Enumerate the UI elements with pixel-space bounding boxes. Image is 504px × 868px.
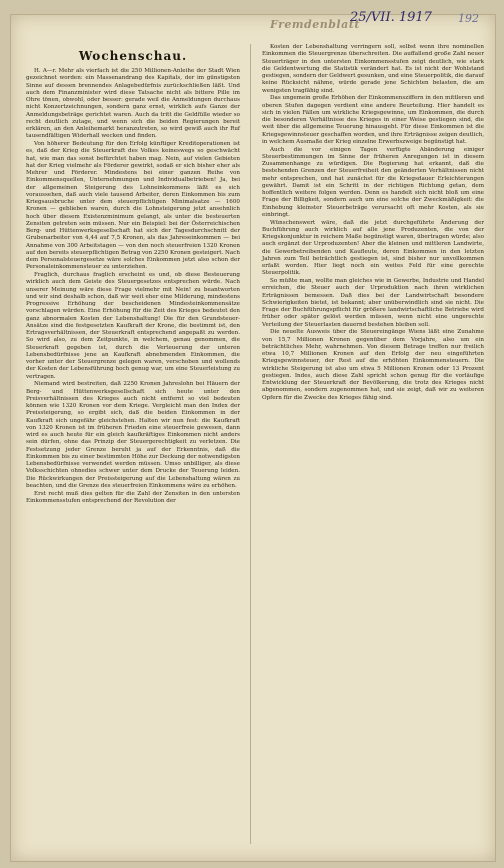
masthead: Fremdenblatt	[270, 18, 360, 31]
left-column	[26, 48, 240, 505]
right-paragraph: Das ungemein große Erhöhen der Einkommensziffern in den mittleren und oberen Stufen dagegen verdient eine andere Beurteilung. Hier handelt es sich in vielen Fällen um wirkliche Kriegsgewinne, um Einkommen, die durch die besonderen Verhältnisse des Krieges in einer Weise gestiegen sind, die weit über die allgemeine Teuerung hinausgeht. Für diese Einkommen ist die Kriegsgewinnsteuer geschaffen worden, und ihre Erträgnisse zeigen deutlich, in welchem Ausmaße der Krieg einzelne Erwerbszweige begünstigt hat.	[262, 95, 484, 145]
left-paragraph: Niemand wird bestreiten, daß 2250 Kronen Jahreslohn bei Häuern der Berg- und Hüttenwerksgesellschaft sich heute unter den Preisverhältnissen des Krieges auch nicht entfernt so viel bedeuten können wie 1320 Kronen vor dem Kriege. Vergleicht man den Index der Preissteigerung, so ergibt sich, daß die beiden Einkommen in der Kaufkraft sich ungefähr gleichstehen. Halten wir nun fest: die Kaufkraft von 1320 Kronen ist im früheren Frieden eine steuerfreie gewesen, dann wird es auch heute für ein gleich kaufkräftiges Einkommen nicht anders sein dürfen, ohne das Prinzip der Steuergerechtigkeit zu verletzen. Die Festsetzung jeder Grenze beruht ja auf der Erkenntnis, daß die Einkommen bis zu einer bestimmten Höhe zur Deckung der notwendigsten Lebensbedürfnisse verwendet werden müssen. Umso unbilliger, als diese Volksschichten ohnedies schwer unter dem Drucke der Teuerung leiden. Die Rückwirkungen der Preissteigerung auf die Lebenshaltung wären zu beachten, und die Grenze des steuerfreien Einkommens wäre zu erhöhen.	[26, 381, 240, 489]
handwritten-date: 25/VII. 1917	[350, 10, 432, 25]
right-column	[262, 44, 484, 402]
column-divider	[250, 44, 251, 844]
article-title: Wochenschau.	[78, 49, 188, 63]
left-paragraph: Von höherer Bedeutung für den Erfolg künftiger Kreditoperationen ist es, daß der Krieg die Steuerkraft des Volkes keineswegs so geschwächt hat, wie man das sonst befürchtet haben mag. Nein, auf vielen Gebieten hat der Krieg vielmehr als Förderer gewirkt, sodaß er sich bisher eher als Mehrer und Förderer. Mindestens bei einer ganzen Reihe von Einkommensquellen, Unternehmungen und Individualbetrieben! Ja, bei der allgemeinen Steigerung des Lohneinkommens läßt es sich voraussehen, daß auch viele tausend Arbeiter, deren Einkommen bis zum Kriegsausbruche unter dem steuerpflichtigen Minimalsatze — 1600 Kronen — geblieben waren, durch die Lohnsteigerung jetzt ansehnlich hoch über diesem Existenzminimum gelangt, als unter die besteuerten Zensiten getreten sein müssen. Nur ein Beispiel: bei der Österreichischen Berg- und Hüttenwerksgesellschaft hat sich der Tagesdurchschnitt der Grubenarbeiter von 4,44 auf 7,5 Kronen, als das Jahreseinkommen — bei Annahme von 300 Arbeitstagen — von den noch steuerfreien 1320 Kronen auf den bereits steuerpflichtigen Betrag von 2250 Kronen gesteigert. Nach dem Personalsteuergesetze wäre solches Einkommen jetzt also schon der Personaleinkommensteuer zu unterziehen.	[26, 141, 240, 271]
right-paragraph: Die neuelte Ausweis über die Steuereingänge Wiens läßt eine Zunahme von 15,7 Millionen Kronen gegenüber dem Vorjahre, also um ein beträchtliches Mehr, wahrnehmen. Von diesem Betrage treffen nur freilich etwa 10,7 Millionen Kronen auf den Erfolg der neu eingeführten Kriegsgewinnsteuer, der Rest auf die erhöhten Einkommensteuern. Die wirkliche Steigerung ist also um etwa 5 Millionen Kronen oder 13 Prozent gestiegen. Indes, auch diese Zahl spricht schon genug für die vorläufige Entwicklung der Steuerkraft der Bevölkerung, die trotz des Krieges nicht abgenommen, sondern zugenommen hat, und sie zeigt, daß wir zu weiteren Opfern für die Zwecke des Krieges fähig sind.	[262, 329, 484, 401]
right-paragraph: Auch die vor einigen Tagen verfügte Abänderung einiger Steuerbestimmungen im Sinne der früheren Anregungen ist in diesem Zusammenhange zu würdigen. Die Regierung hat erkannt, daß die bestehenden Grenzen der Steuerfreiheit den geänderten Verhältnissen nicht mehr entsprechen, und hat zunächst für die Kriegsdauer Erleichterungen gewährt. Damit ist ein Schritt in der richtigen Richtung getan, dem hoffentlich weitere folgen werden. Denn es handelt sich nicht bloß um eine Frage der Billigkeit, sondern auch um eine solche der Zweckmäßigkeit: die Einhebung kleinster Steuerbeträge verursacht oft mehr Kosten, als sie einbringt.	[262, 146, 484, 218]
left-paragraph-closing: Erst recht muß dies gelten für die Zahl der Zensiten in den untersten Einkommensstufen entsprechend der Revolution der	[26, 490, 240, 504]
left-paragraph: H. A—r. Mehr als vierfach ist die 250 Millionen-Anleihe der Stadt Wien gezeichnet worden: ein Massenandrang des Kapitals, der im günstigsten Sinne auf dessen brennendes Anlagebedürfnis zurückschließen läßt. Und auch dem Finanzminister wird diese Tatsache nicht als bittere Pille im Ohre tönen, obwohl, oder besser: gerade weil die Anmeldungen durchaus nicht Konzertzeichnungen, sondern ganz ernst, wirklich aufs Ganze der Anmeldungsbeträge gerichtet waren. Auch da tritt die Geldfülle wieder so recht deutlich zutage, und wenn sich die beiden Regierungen bereit erklären, an den Anleihemarkt heranzutreten, so wird gewiß auch ihr Ruf tausendfältigen Widerhall wecken und finden.	[26, 68, 240, 140]
right-paragraph: So müßte man, wollte man gleiches wie in Gewerbe, Industrie und Handel erreichen, die Steuer auch der Urproduktion nach ihren wirklichen Erträgnissen bemessen. Daß dies bei der Landwirtschaft besondere Schwierigkeiten bietet, ist bekannt; aber unüberwindlich sind sie nicht. Die Frage der Buchführungspflicht für größere landwirtschaftliche Betriebe wird früher oder später gelöst werden müssen, wenn nicht eine ungerechte Verteilung der Steuerlasten dauernd bestehen bleiben soll.	[262, 278, 484, 328]
right-paragraph: Kosten der Lebenshaltung verringern soll, selbst wenn ihre nominellen Einkommen die Steuergrenze überschreiten. Die auffallend große Zahl neuer Steuerträger in den untersten Einkommensstufen zeigt deutlich, wie stark die Geldentwertung die Statistik verändert hat. Es ist nicht der Wohlstand gestiegen, sondern der Geldwert gesunken, und eine Steuerpolitik, die darauf keine Rücksicht nähme, würde gerade jene Schichten belasten, die am wenigsten tragfähig sind.	[262, 44, 484, 94]
page-number: 192	[458, 12, 479, 25]
right-paragraph: Wünschenswert wäre, daß die jetzt durchgeführte Änderung der Buchführung auch wirklich auf alle jene Produzenten, die von der Kriegskonjunktur in reichem Maße begünstigt waren, übertragen würde; also auch ergänzt der Urproduzenten! Aber die kleinen und mittleren Landwirte, die Gewerbetreibenden und Kaufleute, deren Einkommen in den letzten Jahren zum Teil beträchtlich gestiegen ist, sind bisher nur unvollkommen erfaßt worden. Hier liegt noch ein weites Feld für eine gerechte Steuerpolitik.	[262, 219, 484, 277]
left-paragraph: Fraglich, durchaus fraglich erscheint es und, ob diese Besteuerung wirklich auch dem Geiste des Steuergesetzes entsprechen würde. Nach unserer Meinung wäre diese Frage vielmehr mit Nein! zu beantworten und wir sind deshalb schon, daß wir weit eher eine Milderung, mindestens Progressive Erhöhung der bescheidenen Mindesteinkommensätze vorschlagen würden. Eine Erhöhung für die Zeit des Krieges bedeutet den ganz abnormalen Kosten der Lebenshaltung! Die für den Grundsteuer-Ansätze sind die festgesetzten Kaufkraft der Krone, die bestimmt ist, den Ertragsverhältnissen, der Steuerkraft entsprechend angepaßt zu werden. So wird also, zu dem Zeitpunkte, in welchem, genau genommen, die Steuerkraft gegeben ist, durch die Verteuerung der unteren Lebensbedürfnisse jene an Kaufkraft abnehmenden Einkommen, die vorher unter der Steuergrenze gelegen waren, verschoben und wollends der Kosten der Lebensführung hoch genug war, um eine Steuerleistung zu vertragen.	[26, 272, 240, 380]
